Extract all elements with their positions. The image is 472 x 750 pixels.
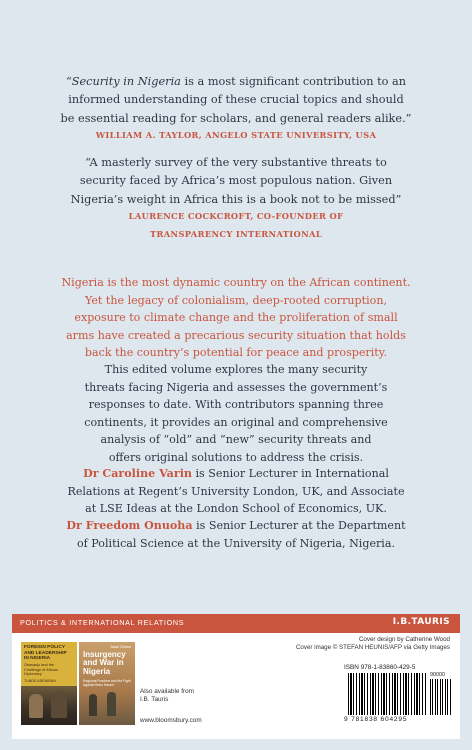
- summary-paragraph: This edited volume explores the many security threats facing Nigeria and assesses the government’s responses to date. With contributors spanning three continents, it provides an original and comprehensive analysis of “old” and “new” security threats and offers original solutions to address the crisis.: [84, 363, 388, 464]
- back-cover-footer: [12, 614, 460, 739]
- category-band: [12, 614, 460, 633]
- book-title-italic: Security in Nigeria: [71, 75, 181, 88]
- editor-bio-2: Dr Freedom Onuoha is Senior Lecturer at the Department of Political Science at the University of Nigeria, Nigeria.: [66, 519, 406, 550]
- publisher-logo: I.B.TAURIS: [392, 617, 450, 627]
- editor-name: Dr Caroline Varin: [83, 467, 192, 480]
- book-cover-insurgency: Akali Omeni Insurgency and War in Nigeria Regional Fracture and the Fight Against Boko Haram: [79, 642, 135, 725]
- barcode-digits: 9 781838 604295: [344, 716, 408, 723]
- price-barcode-bars: [430, 679, 452, 715]
- book-cover-foreign-policy: FOREIGN POLICY AND LEADERSHIP IN NIGERIA Obasanjo and the Challenge of African Diplomacy TUNDE ADENIRAN: [21, 642, 77, 725]
- barcode-bars: [348, 673, 426, 715]
- quote-2: “A masterly survey of the very substantive threats to security faced by Africa’s most populous nation. Given Nigeria’s weight in Africa this is a book not to be missed”: [70, 156, 402, 206]
- quote-open-mark: “: [65, 75, 72, 88]
- quote-1: “Security in Nigeria is a most significant contribution to an informed understanding of these crucial topics and should be essential reading for scholars, and general readers alike.”: [60, 75, 412, 125]
- also-available-text: Also available from I.B. Tauris: [140, 688, 194, 704]
- website-link[interactable]: www.bloomsbury.com: [140, 717, 202, 724]
- isbn-label: ISBN 978-1-83860-429-5: [344, 664, 416, 671]
- editor-name: Dr Freedom Onuoha: [66, 519, 193, 532]
- cover-credits: Cover design by Catherine Wood Cover image © STEFAN HEUNIS/AFP via Getty Images: [295, 636, 450, 651]
- barcode: [344, 673, 454, 725]
- editor-bio-1: Dr Caroline Varin is Senior Lecturer in International Relations at Regent’s University London, UK, and Associate at LSE Ideas at the London School of Economics, UK.: [67, 467, 405, 515]
- intro-paragraph: Nigeria is the most dynamic country on the African continent. Yet the legacy of colonialism, deep-rooted corruption, exposure to climate change and the proliferation of small arms have created a precarious security situation that holds back the country’s potential for peace and prosperity.: [61, 276, 411, 359]
- category-label: POLITICS & INTERNATIONAL RELATIONS: [20, 618, 185, 627]
- quote-1-attribution: WILLIAM A. TAYLOR, ANGELO STATE UNIVERSITY, USA: [95, 130, 377, 140]
- quote-2-attribution: LAURENCE COCKCROFT, CO-FOUNDER OF TRANSPARENCY INTERNATIONAL: [128, 211, 344, 239]
- price-code: 90000: [430, 672, 445, 678]
